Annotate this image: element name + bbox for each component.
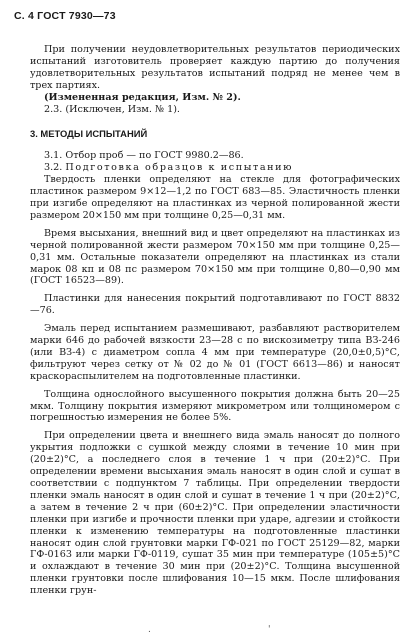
clause-3-2-number: 3.2. (44, 162, 66, 174)
paragraph-color-determination: При определении цвета и внешнего вида эмаль наносят до полного укрытия подложки с сушкой между слоями в течение 10 мин при (20±2)°С, а последнего слоя в течение 1 ч при (20±2)°С. При определении времени высыхания эмаль наносят в один слой и сушат в соответствии с подпунктом 7 таблицы. При определении твердости пленки эмаль наносят в один слой и сушат в течение 1 ч при (20±2)°С, а затем в течение 2 ч при (60±2)°С. При определении эластичности пленки при изгибе и прочности пленки при ударе, адгезии и стойкости пленки к изменению температуры на подготовленные пластинки наносят один слой грунтовки марки ГФ-021 по ГОСТ 25129—82, марки ГФ-0163 или марки ГФ-0119, сушат 35 мин при температуре (105±5)°С и охлаждают в течение 30 мин при (20±2)°С. Толщина высушенной пленки грунтовки после шлифования 10—15 мкм. После шлифования пленки грун- (30, 430, 400, 597)
page-header: С. 4 ГОСТ 7930—73 (14, 10, 116, 22)
paragraph-plates-prep: Пластинки для нанесения покрытий подготавливают по ГОСТ 8832—76. (30, 293, 400, 317)
paragraph-periodic-tests: При получении неудовлетворительных результатов периодических испытаний изготовитель проверяет каждую партию до получения удовлетворительных результатов испытаний подряд не менее чем в трех партиях. (30, 44, 400, 91)
document-body (30, 44, 400, 597)
section-title: 3. МЕТОДЫ ИСПЫТАНИЙ (30, 128, 148, 140)
footer-mark-left: . (148, 625, 151, 635)
paragraph-drying-time: Время высыхания, внешний вид и цвет определяют на пластинках из черной полированной жести размером 70×150 мм при толщине 0,25—0,31 мм. Остальные показатели определяют на пластинках из стали марок 08 кп и 08 пс размером 70×150 мм при толщине 0,80—0,90 мм (ГОСТ 16523—89). (30, 227, 400, 287)
clause-3-1: 3.1. Отбор проб — по ГОСТ 9980.2—86. (44, 150, 244, 162)
amendment-note: (Измененная редакция, Изм. № 2). (44, 91, 241, 103)
clause-3-2-heading: Подготовка образцов к испытанию (65, 162, 294, 174)
paragraph-hardness: Твердость пленки определяют на стекле для фотографических пластинок размером 9×12—1,2 по ГОСТ 683—85. Эластичность пленки при изгибе определяют на пластинках из черной полированной жести размером 20×150 мм при толщине 0,25—0,31 мм. (30, 174, 400, 221)
clause-3-2 (30, 162, 400, 174)
paragraph-thickness: Толщина однослойного высушенного покрытия должна быть 20—25 мкм. Толщину покрытия измеряют микрометром или толщиномером с погрешностью измерения не более 5%. (30, 388, 400, 424)
paragraph-enamel-mixing: Эмаль перед испытанием размешивают, разбавляют растворителем марки 646 до рабочей вязкости 23—28 с по вискозиметру типа ВЗ-246 (или ВЗ-4) с диаметром сопла 4 мм при температуре (20,0±0,5)°С, фильтруют через сетку от № 02 до № 01 (ГОСТ 6613—86) и наносят краскораспылителем на подготовленные пластинки. (30, 323, 400, 382)
footer-mark-right: ' (268, 625, 271, 635)
clause-2-3: 2.3. (Исключен, Изм. № 1). (44, 103, 180, 115)
